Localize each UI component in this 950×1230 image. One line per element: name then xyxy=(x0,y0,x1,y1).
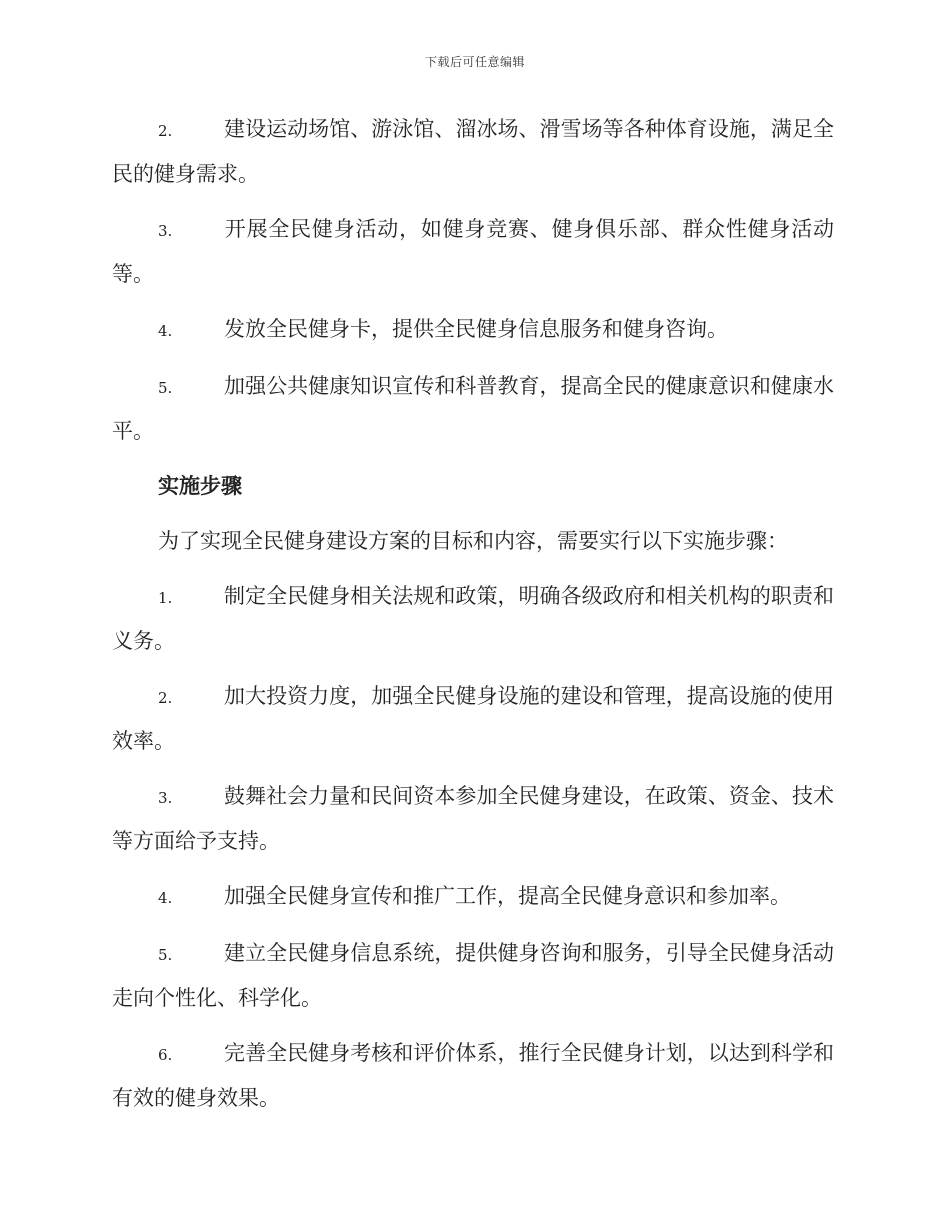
list-number: 1. xyxy=(158,589,173,607)
step-list-item xyxy=(112,1032,834,1120)
list-text: 建立全民健身信息系统，提供健身咨询和服务，引导全民健身活动走向个性化、科学化。 xyxy=(112,941,834,1010)
content-list-item xyxy=(112,208,834,296)
list-text: 完善全民健身考核和评价体系，推行全民健身计划，以达到科学和有效的健身效果。 xyxy=(112,1041,834,1110)
list-text: 加强全民健身宣传和推广工作，提高全民健身意识和参加率。 xyxy=(224,884,791,908)
step-list-item xyxy=(112,875,834,920)
page-header-note: 下载后可任意编辑 xyxy=(424,55,525,69)
list-number: 5. xyxy=(158,946,173,964)
list-number: 4. xyxy=(158,322,173,340)
step-list-item xyxy=(112,675,834,763)
list-number: 3. xyxy=(158,222,173,240)
section-heading: 实施步骤 xyxy=(158,474,242,498)
list-number: 2. xyxy=(158,689,173,707)
step-list-item xyxy=(112,775,834,863)
list-number: 2. xyxy=(158,122,173,140)
list-text: 建设运动场馆、游泳馆、溜冰场、滑雪场等各种体育设施，满足全民的健身需求。 xyxy=(112,117,834,186)
list-text: 制定全民健身相关法规和政策，明确各级政府和相关机构的职责和义务。 xyxy=(112,584,834,653)
content-list-item xyxy=(112,308,834,353)
section-intro: 为了实现全民健身建设方案的目标和内容，需要实行以下实施步骤： xyxy=(158,529,788,553)
list-text: 加大投资力度，加强全民健身设施的建设和管理，提高设施的使用效率。 xyxy=(112,684,834,753)
list-number: 6. xyxy=(158,1046,173,1064)
list-number: 4. xyxy=(158,889,173,907)
list-text: 开展全民健身活动，如健身竞赛、健身俱乐部、群众性健身活动等。 xyxy=(112,217,834,286)
list-text: 发放全民健身卡，提供全民健身信息服务和健身咨询。 xyxy=(224,317,728,341)
content-list-item xyxy=(112,365,834,453)
content-list-item xyxy=(112,108,834,196)
list-number: 5. xyxy=(158,379,173,397)
document-body xyxy=(112,108,834,1132)
list-number: 3. xyxy=(158,789,173,807)
list-text: 加强公共健康知识宣传和科普教育，提高全民的健康意识和健康水平。 xyxy=(112,374,834,443)
list-text: 鼓舞社会力量和民间资本参加全民健身建设，在政策、资金、技术等方面给予支持。 xyxy=(112,784,834,853)
step-list-item xyxy=(112,932,834,1020)
step-list-item xyxy=(112,575,834,663)
